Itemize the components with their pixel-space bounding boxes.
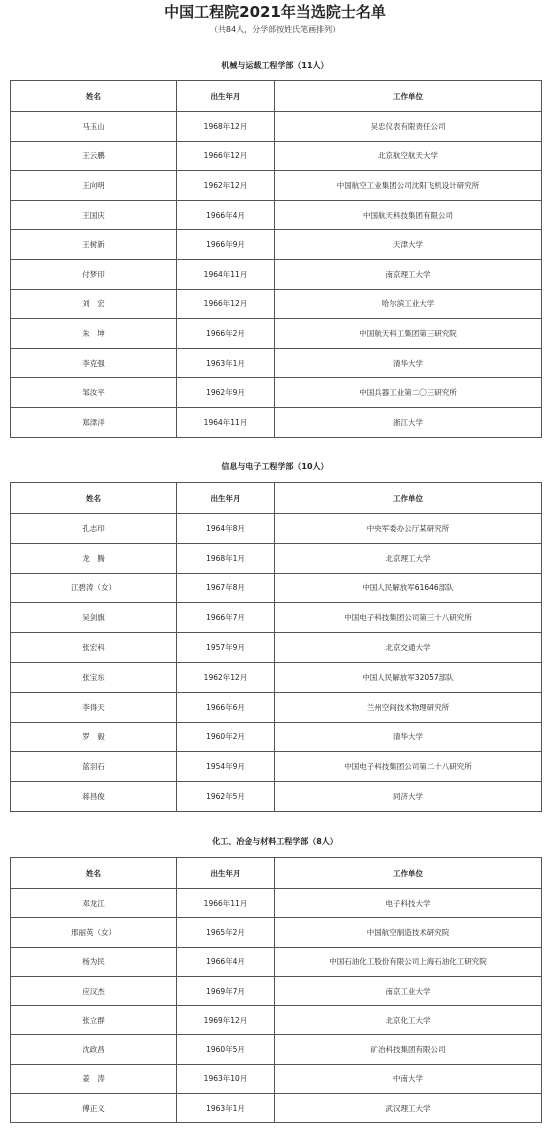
birth-date: 1968年1月 [177, 543, 275, 573]
workplace: 兰州空间技术物理研究所 [275, 692, 542, 722]
table-row [11, 782, 542, 812]
workplace: 清华大学 [275, 348, 542, 378]
workplace: 中国航天科技集团有限公司 [275, 200, 542, 230]
birth-date: 1960年2月 [177, 722, 275, 752]
table-row [11, 692, 542, 722]
member-name: 傅正义 [11, 1094, 177, 1123]
member-name: 蒋昌俊 [11, 782, 177, 812]
table-row [11, 171, 542, 201]
member-name: 邢丽英（女） [11, 918, 177, 947]
table-row [11, 1064, 542, 1093]
member-name: 张宏科 [11, 633, 177, 663]
birth-date: 1966年6月 [177, 692, 275, 722]
member-name: 李得天 [11, 692, 177, 722]
birth-date: 1966年11月 [177, 889, 275, 918]
member-name: 应汉杰 [11, 976, 177, 1005]
member-name: 王国庆 [11, 200, 177, 230]
workplace: 浙江大学 [275, 407, 542, 437]
table-row [11, 259, 542, 289]
workplace: 中国航空工业集团公司沈阳飞机设计研究所 [275, 171, 542, 201]
member-name: 刘 宏 [11, 289, 177, 319]
table-row [11, 976, 542, 1005]
member-name: 张宝东 [11, 662, 177, 692]
workplace: 中国兵器工业第二〇三研究所 [275, 378, 542, 408]
header-name: 姓名 [11, 483, 177, 514]
roster-table [10, 482, 542, 812]
birth-date: 1963年1月 [177, 1094, 275, 1123]
member-name: 张立群 [11, 1006, 177, 1035]
member-name: 邹汝平 [11, 378, 177, 408]
birth-date: 1964年8月 [177, 514, 275, 544]
birth-date: 1966年9月 [177, 230, 275, 260]
header-birth: 出生年月 [177, 81, 275, 112]
table-header-row [11, 483, 542, 514]
member-name: 王树新 [11, 230, 177, 260]
birth-date: 1966年12月 [177, 289, 275, 319]
workplace: 中国航天科工集团第三研究院 [275, 319, 542, 349]
page-title: 中国工程院2021年当选院士名单 [164, 3, 386, 21]
table-row [11, 1035, 542, 1064]
workplace: 南京理工大学 [275, 259, 542, 289]
workplace: 北京航空航天大学 [275, 141, 542, 171]
birth-date: 1962年9月 [177, 378, 275, 408]
roster-table [10, 857, 542, 1123]
member-name: 蓝羽石 [11, 752, 177, 782]
member-name: 龙 腾 [11, 543, 177, 573]
birth-date: 1966年2月 [177, 319, 275, 349]
table-row [11, 1094, 542, 1123]
member-name: 李克强 [11, 348, 177, 378]
workplace: 北京交通大学 [275, 633, 542, 663]
table-row [11, 141, 542, 171]
member-name: 杨为民 [11, 947, 177, 976]
header-workplace: 工作单位 [275, 858, 542, 889]
birth-date: 1954年9月 [177, 752, 275, 782]
table-row [11, 722, 542, 752]
table-row [11, 1006, 542, 1035]
workplace: 矿冶科技集团有限公司 [275, 1035, 542, 1064]
birth-date: 1966年4月 [177, 200, 275, 230]
birth-date: 1966年7月 [177, 603, 275, 633]
workplace: 中央军委办公厅某研究所 [275, 514, 542, 544]
workplace: 南京工业大学 [275, 976, 542, 1005]
section-title: 化工、冶金与材料工程学部（8人） [212, 837, 338, 846]
member-name: 吴剑旗 [11, 603, 177, 633]
workplace: 中国航空制造技术研究院 [275, 918, 542, 947]
table-row [11, 947, 542, 976]
birth-date: 1968年12月 [177, 112, 275, 142]
birth-date: 1966年4月 [177, 947, 275, 976]
birth-date: 1966年12月 [177, 141, 275, 171]
workplace: 天津大学 [275, 230, 542, 260]
table-row [11, 407, 542, 437]
workplace: 北京理工大学 [275, 543, 542, 573]
header-name: 姓名 [11, 81, 177, 112]
member-name: 罗 毅 [11, 722, 177, 752]
header-birth: 出生年月 [177, 858, 275, 889]
roster-table [10, 80, 542, 438]
section-title: 机械与运载工程学部（11人） [221, 61, 329, 70]
table-row [11, 348, 542, 378]
birth-date: 1957年9月 [177, 633, 275, 663]
header-birth: 出生年月 [177, 483, 275, 514]
workplace: 中国人民解放军32057部队 [275, 662, 542, 692]
member-name: 马玉山 [11, 112, 177, 142]
workplace: 电子科技大学 [275, 889, 542, 918]
birth-date: 1965年2月 [177, 918, 275, 947]
member-name: 王云鹏 [11, 141, 177, 171]
member-name: 付梦印 [11, 259, 177, 289]
page-subtitle: （共84人，分学部按姓氏笔画排列） [209, 25, 341, 34]
birth-date: 1964年11月 [177, 259, 275, 289]
birth-date: 1964年11月 [177, 407, 275, 437]
workplace: 清华大学 [275, 722, 542, 752]
birth-date: 1963年1月 [177, 348, 275, 378]
table-header-row [11, 858, 542, 889]
table-row [11, 289, 542, 319]
birth-date: 1967年8月 [177, 573, 275, 603]
birth-date: 1962年12月 [177, 171, 275, 201]
member-name: 江碧涛（女） [11, 573, 177, 603]
member-name: 邓龙江 [11, 889, 177, 918]
table-row [11, 633, 542, 663]
workplace: 北京化工大学 [275, 1006, 542, 1035]
table-row [11, 662, 542, 692]
workplace: 中国人民解放军61646部队 [275, 573, 542, 603]
table-row [11, 752, 542, 782]
table-row [11, 918, 542, 947]
workplace: 哈尔滨工业大学 [275, 289, 542, 319]
table-row [11, 514, 542, 544]
table-row [11, 319, 542, 349]
table-row [11, 603, 542, 633]
member-name: 姜 涛 [11, 1064, 177, 1093]
table-header-row [11, 81, 542, 112]
table-row [11, 889, 542, 918]
table-row [11, 543, 542, 573]
birth-date: 1969年7月 [177, 976, 275, 1005]
workplace: 中国电子科技集团公司第二十八研究所 [275, 752, 542, 782]
table-row [11, 112, 542, 142]
workplace: 同济大学 [275, 782, 542, 812]
birth-date: 1962年5月 [177, 782, 275, 812]
header-name: 姓名 [11, 858, 177, 889]
birth-date: 1960年5月 [177, 1035, 275, 1064]
birth-date: 1962年12月 [177, 662, 275, 692]
birth-date: 1969年12月 [177, 1006, 275, 1035]
table-row [11, 200, 542, 230]
workplace: 中国电子科技集团公司第三十八研究所 [275, 603, 542, 633]
header-workplace: 工作单位 [275, 81, 542, 112]
workplace: 武汉理工大学 [275, 1094, 542, 1123]
workplace: 吴忠仪表有限责任公司 [275, 112, 542, 142]
table-row [11, 573, 542, 603]
table-row [11, 230, 542, 260]
workplace: 中南大学 [275, 1064, 542, 1093]
birth-date: 1963年10月 [177, 1064, 275, 1093]
member-name: 朱 坤 [11, 319, 177, 349]
member-name: 王向明 [11, 171, 177, 201]
section-title: 信息与电子工程学部（10人） [221, 462, 329, 471]
workplace: 中国石油化工股份有限公司上海石油化工研究院 [275, 947, 542, 976]
member-name: 沈政昌 [11, 1035, 177, 1064]
table-row [11, 378, 542, 408]
member-name: 孔志印 [11, 514, 177, 544]
member-name: 郑津洋 [11, 407, 177, 437]
header-workplace: 工作单位 [275, 483, 542, 514]
